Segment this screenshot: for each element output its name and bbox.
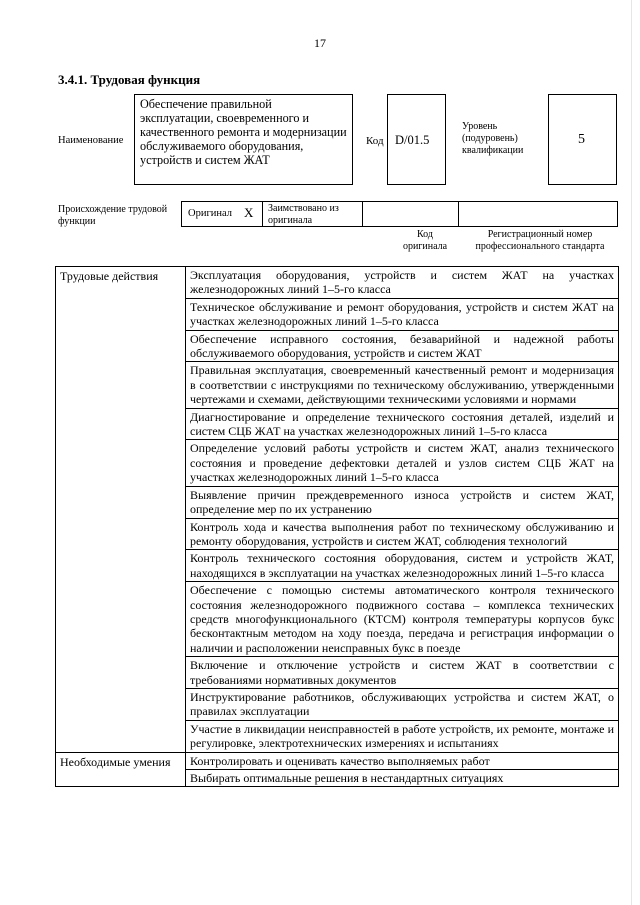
labor-action-item: Включение и отключение устройств и систем ЖАТ в соответствии с требованиями нормативных документов [186, 657, 619, 689]
table-row [56, 752, 619, 769]
level-value: 5 [578, 132, 585, 147]
level-label: Уровень (подуровень) квалификации [462, 121, 524, 156]
scan-edge [631, 0, 632, 905]
labor-action-item: Контроль хода и качества выполнения работ по техническому обслуживанию и ремонту оборудования, устройств и систем ЖАТ, соблюдения технологий [186, 518, 619, 550]
skill-item: Контролировать и оценивать качество выполняемых работ [186, 752, 619, 769]
skill-item: Выбирать оптимальные решения в нестандартных ситуациях [186, 770, 619, 787]
labor-actions-label: Трудовые действия [56, 267, 186, 753]
labor-function-table [55, 266, 619, 787]
labor-action-item: Диагностирование и определение технического состояния деталей, изделий и систем СЦБ ЖАТ на участках железнодорожных линий 1–5-го класса [186, 408, 619, 440]
labor-action-item: Выявление причин преждевременного износа устройств и систем ЖАТ, определение мер по их устранению [186, 486, 619, 518]
reg-number-caption: Регистрационный номер профессионального стандарта [475, 229, 605, 252]
original-label: Оригинал [188, 208, 232, 219]
labor-action-item: Участие в ликвидации неисправностей в работе устройств, их ремонте, монтаже и регулировке, электротехнических измерениях и испытаниях [186, 720, 619, 752]
code-original-caption: Код оригинала [402, 229, 448, 252]
labor-action-item: Правильная эксплуатация, своевременный качественный ремонт и модернизация в соответствии с инструкциями по техническому обслуживанию, утвержденными чертежами и схемами, действующими техническими условиями и нормами [186, 362, 619, 408]
labor-action-item: Определение условий работы устройств и систем ЖАТ, анализ технического состояния и проведение дефектовки деталей и узлов систем СЦБ ЖАТ на участках железнодорожных линий 1–5-го класса [186, 440, 619, 486]
origin-label: Происхождение трудовой функции [58, 204, 168, 227]
borrowed-label: Заимствовано из оригинала [268, 203, 339, 226]
original-mark: X [244, 205, 254, 220]
origin-divider-2 [362, 201, 363, 227]
table-row [56, 267, 619, 299]
labor-action-item: Техническое обслуживание и ремонт оборудования, устройств и систем ЖАТ на участках железнодорожных линий 1–5-го класса [186, 298, 619, 330]
origin-divider-1 [262, 201, 263, 227]
labor-action-item: Обеспечение исправного состояния, безаварийной и надежной работы обслуживаемого оборудования, устройств и систем ЖАТ [186, 330, 619, 362]
name-label: Наименование [58, 135, 124, 146]
function-name-box: Обеспечение правильной эксплуатации, своевременного и качественного ремонта и модернизации обслуживаемого оборудования, устройств и систем ЖАТ [134, 94, 353, 185]
labor-action-item: Контроль технического состояния оборудования, систем и устройств ЖАТ, находящихся в эксплуатации на участках железнодорожных линий 1–5-го класса [186, 550, 619, 582]
page-number: 17 [314, 36, 326, 50]
labor-action-item: Инструктирование работников, обслуживающих устройства и систем ЖАТ, о правилах эксплуатации [186, 688, 619, 720]
labor-action-item: Эксплуатация оборудования, устройств и систем ЖАТ на участках железнодорожных линий 1–5-го класса [186, 267, 619, 299]
labor-action-item: Обеспечение с помощью системы автоматического контроля технического состояния железнодорожного подвижного состава – комплекса технических средств многофункционального (КТСМ) контроля температуры корпусов букс бесконтактным методом на ходу поезда, передача и регистрация информации о наличии и расположении неисправных букс в поезде [186, 582, 619, 657]
code-label: Код [366, 135, 384, 147]
skills-label: Необходимые умения [56, 752, 186, 787]
section-title: 3.4.1. Трудовая функция [58, 72, 201, 87]
code-value: D/01.5 [395, 133, 430, 147]
origin-divider-3 [458, 201, 459, 227]
